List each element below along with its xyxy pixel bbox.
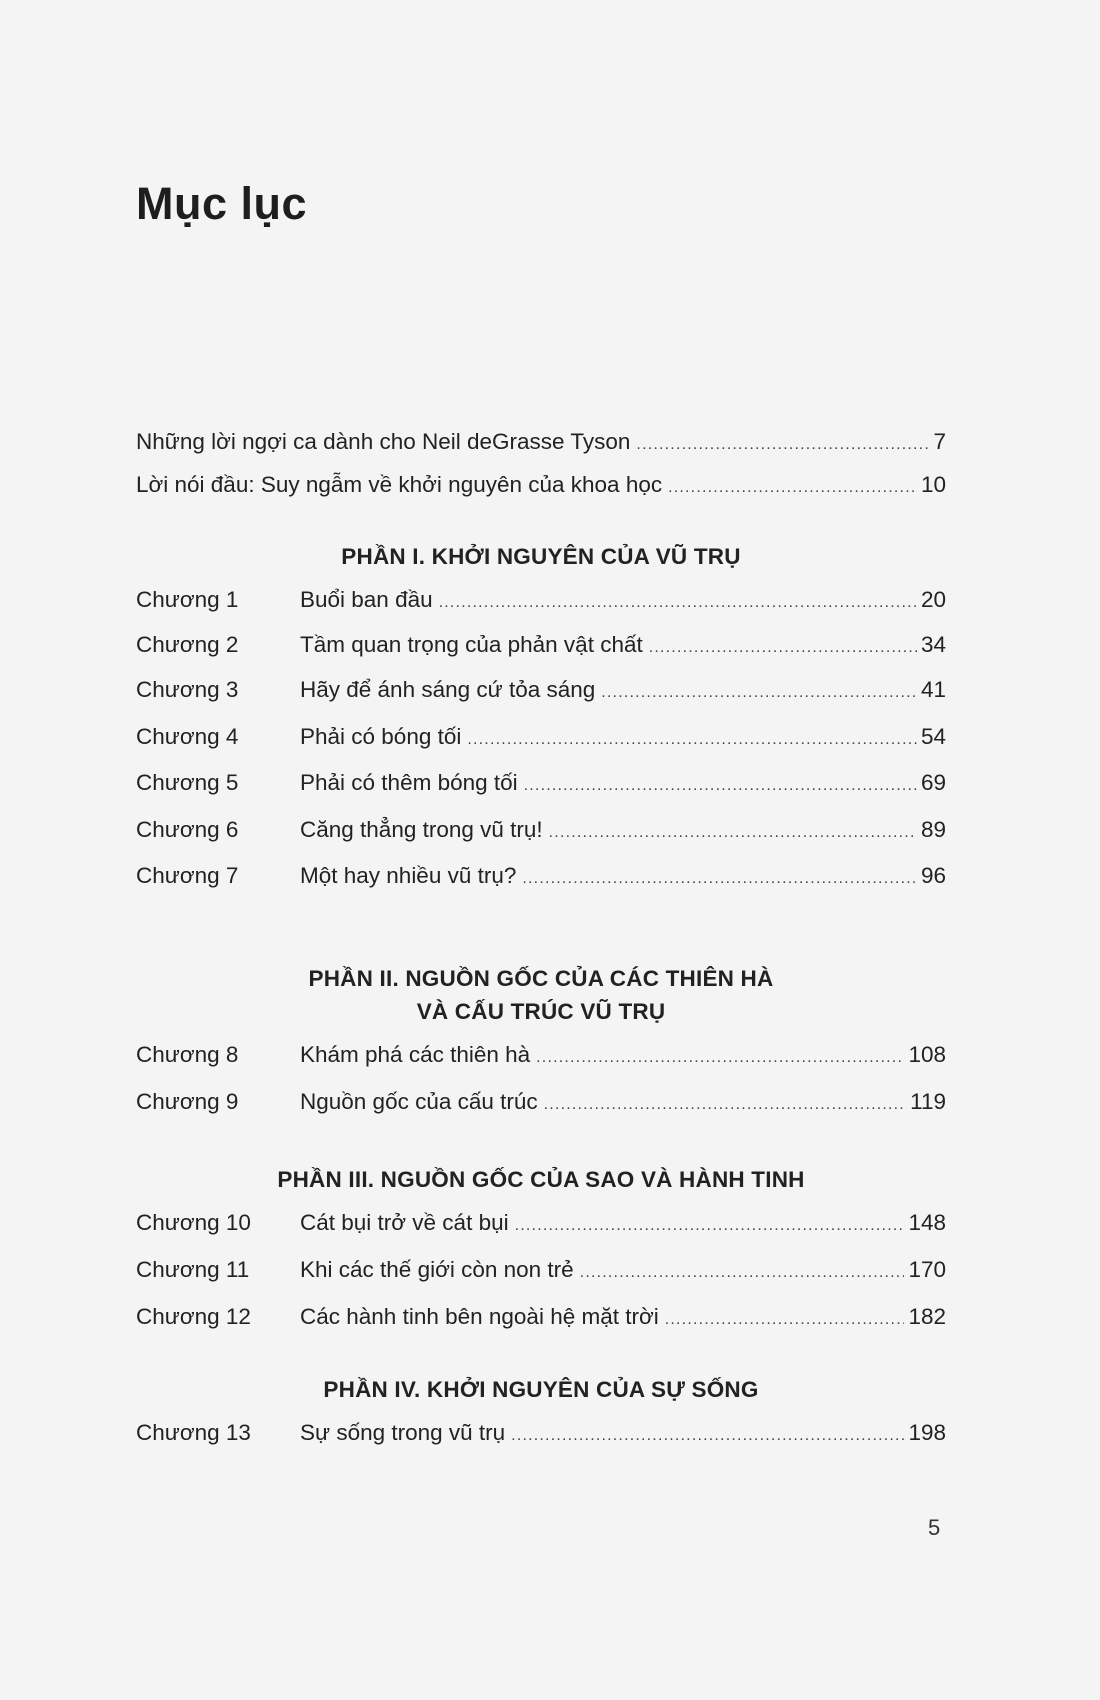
dot-leader (536, 1043, 904, 1073)
part-heading-line: PHẦN I. KHỞI NGUYÊN CỦA VŨ TRỤ (341, 544, 741, 569)
toc-entry-chapter-7[interactable] (136, 861, 946, 891)
toc-entry-page: 119 (910, 1089, 946, 1114)
chapter-label: Chương 1 (136, 587, 239, 612)
toc-entry-chapter-12[interactable] (136, 1302, 946, 1332)
toc-entry-page: 182 (908, 1304, 946, 1329)
dot-leader (511, 1421, 904, 1451)
part-heading-4 (136, 1373, 946, 1406)
toc-entry-page: 20 (920, 587, 946, 612)
part-heading-line: PHẦN II. NGUỒN GỐC CỦA CÁC THIÊN HÀ (308, 966, 774, 991)
dot-leader (549, 818, 917, 848)
page-number: 5 (928, 1515, 941, 1540)
toc-entry-title: Căng thẳng trong vũ trụ! (300, 817, 543, 842)
toc-entry-page: 198 (908, 1420, 946, 1445)
toc-entry-title: Tầm quan trọng của phản vật chất (300, 632, 643, 657)
toc-entry-page: 41 (920, 677, 946, 702)
toc-entry-page: 170 (908, 1257, 946, 1282)
part-heading-line: PHẦN IV. KHỞI NGUYÊN CỦA SỰ SỐNG (323, 1377, 759, 1402)
dot-leader (580, 1258, 905, 1288)
toc-entry-chapter-10[interactable] (136, 1208, 946, 1238)
toc-entry-chapter-5[interactable] (136, 768, 946, 798)
toc-entry-title: Lời nói đầu: Suy ngẫm về khởi nguyên của khoa học (136, 472, 663, 497)
chapter-label: Chương 7 (136, 863, 239, 888)
toc-entry-page: 89 (920, 817, 946, 842)
toc-entry-title: Khám phá các thiên hà (300, 1042, 531, 1067)
toc-entry-preface[interactable] (136, 470, 946, 500)
chapter-label: Chương 8 (136, 1042, 239, 1067)
part-heading-3 (136, 1163, 946, 1196)
part-heading-1 (136, 540, 946, 573)
chapter-label: Chương 13 (136, 1420, 251, 1445)
chapter-label: Chương 6 (136, 817, 239, 842)
toc-entry-page: 148 (908, 1210, 946, 1235)
dot-leader (467, 725, 917, 755)
toc-entry-chapter-4[interactable] (136, 722, 946, 752)
toc-entry-chapter-11[interactable] (136, 1255, 946, 1285)
chapter-label: Chương 11 (136, 1257, 250, 1282)
dot-leader (649, 633, 917, 663)
toc-entry-page: 96 (920, 863, 946, 888)
toc-entry-page: 108 (908, 1042, 946, 1067)
toc-entry-title: Phải có thêm bóng tối (300, 770, 518, 795)
dot-leader (524, 771, 917, 801)
toc-entry-title: Nguồn gốc của cấu trúc (300, 1089, 538, 1114)
toc-entry-title: Những lời ngợi ca dành cho Neil deGrasse Tyson (136, 429, 631, 454)
dot-leader (636, 430, 929, 460)
toc-entry-chapter-2[interactable] (136, 630, 946, 660)
part-heading-2 (136, 962, 946, 1028)
toc-entry-title: Một hay nhiều vũ trụ? (300, 863, 517, 888)
toc-entry-chapter-3[interactable] (136, 675, 946, 705)
toc-entry-page: 54 (920, 724, 946, 749)
toc-entry-title: Cát bụi trở về cát bụi (300, 1210, 509, 1235)
toc-entry-chapter-1[interactable] (136, 585, 946, 615)
dot-leader (665, 1305, 905, 1335)
toc-entry-page: 7 (933, 429, 946, 454)
toc-entry-chapter-6[interactable] (136, 815, 946, 845)
toc-entry-title: Sự sống trong vũ trụ (300, 1420, 506, 1445)
toc-entry-page: 34 (920, 632, 946, 657)
toc-entry-title: Phải có bóng tối (300, 724, 462, 749)
toc-entry-chapter-13[interactable] (136, 1418, 946, 1448)
dot-leader (601, 678, 917, 708)
part-heading-line: VÀ CẤU TRÚC VŨ TRỤ (416, 999, 666, 1024)
chapter-label: Chương 12 (136, 1304, 251, 1329)
dot-leader (515, 1211, 905, 1241)
toc-entry-title: Khi các thế giới còn non trẻ (300, 1257, 574, 1282)
chapter-label: Chương 10 (136, 1210, 251, 1235)
chapter-label: Chương 5 (136, 770, 239, 795)
toc-entry-page: 69 (920, 770, 946, 795)
dot-leader (544, 1090, 906, 1120)
chapter-label: Chương 3 (136, 677, 239, 702)
toc-entry-title: Các hành tinh bên ngoài hệ mặt trời (300, 1304, 659, 1329)
part-heading-line: PHẦN III. NGUỒN GỐC CỦA SAO VÀ HÀNH TINH (277, 1167, 805, 1192)
dot-leader (668, 473, 917, 503)
chapter-label: Chương 2 (136, 632, 239, 657)
toc-entry-chapter-9[interactable] (136, 1087, 946, 1117)
toc-entry-title: Hãy để ánh sáng cứ tỏa sáng (300, 677, 596, 702)
page-title: Mục lục (136, 178, 308, 229)
dot-leader (439, 588, 917, 618)
toc-entry-chapter-8[interactable] (136, 1040, 946, 1070)
toc-entry-praise[interactable] (136, 427, 946, 457)
toc-entry-title: Buổi ban đầu (300, 587, 433, 612)
toc-entry-page: 10 (920, 472, 946, 497)
chapter-label: Chương 4 (136, 724, 239, 749)
chapter-label: Chương 9 (136, 1089, 239, 1114)
dot-leader (522, 864, 917, 894)
